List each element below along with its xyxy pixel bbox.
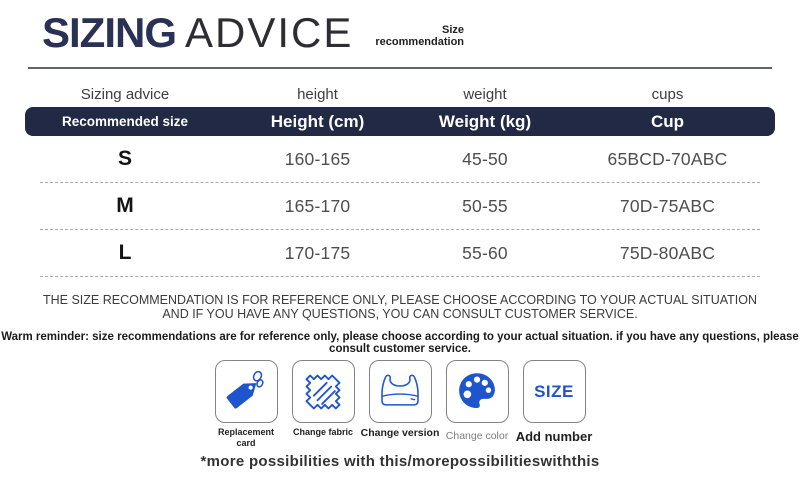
size-value: L xyxy=(118,241,132,264)
column-label-height: height xyxy=(297,86,338,103)
cup-value: 70D-75ABC xyxy=(619,195,716,216)
footer-possibilities-text: *more possibilities with this/morepossibilitieswiththis xyxy=(200,453,600,470)
subtitle-size-recommendation xyxy=(375,24,464,49)
feature-label: Change version xyxy=(360,427,440,439)
feature-change-version xyxy=(360,360,440,440)
disclaimer-line2: AND IF YOU HAVE ANY QUESTIONS, YOU CAN CONSULT CUSTOMER SERVICE. xyxy=(162,307,638,321)
page-title-sizing: SIZING xyxy=(42,9,177,56)
table-bottom-divider xyxy=(40,276,760,277)
feature-label: Replacement card xyxy=(217,427,275,448)
page-title-advice: ADVICE xyxy=(185,9,354,56)
subtitle-line1: Size xyxy=(442,23,465,36)
cup-value: 75D-80ABC xyxy=(619,242,716,263)
warm-reminder-text: Warm reminder: size recommendations are for reference only, please choose according to your actual situation. if you have any questions, please consult customer service. xyxy=(1,331,799,355)
feature-label: Change fabric xyxy=(292,427,353,437)
size-value: S xyxy=(117,147,132,170)
size-word: SIZE xyxy=(534,381,574,401)
column-label-cups: cups xyxy=(651,86,684,103)
column-label-weight: weight xyxy=(463,86,507,103)
subtitle-line2: recommendation xyxy=(375,36,465,49)
fabric-swatch-icon xyxy=(292,360,355,423)
height-value: 170-175 xyxy=(284,242,351,263)
price-tag-icon xyxy=(215,360,278,423)
header-cell-weight-kg: Weight (kg) xyxy=(438,111,532,131)
column-labels-row xyxy=(25,86,775,103)
feature-change-color xyxy=(445,360,509,443)
weight-value: 45-50 xyxy=(462,148,508,169)
table-header-bar xyxy=(25,107,775,136)
column-label-sizing-advice: Sizing advice xyxy=(80,86,170,103)
page-header xyxy=(42,9,465,56)
feature-add-number xyxy=(515,360,593,445)
size-text-icon xyxy=(523,360,586,423)
disclaimer-line1: THE SIZE RECOMMENDATION IS FOR REFERENCE ONLY, PLEASE CHOOSE ACCORDING TO YOUR ACTUAL SITUATION xyxy=(42,293,757,307)
feature-icons-row xyxy=(0,360,800,449)
feature-label: Add number xyxy=(515,429,593,444)
header-divider xyxy=(28,67,772,69)
cup-value: 65BCD-70ABC xyxy=(607,148,728,169)
weight-value: 55-60 xyxy=(462,242,508,263)
sports-bra-icon xyxy=(369,360,432,423)
table-row-s xyxy=(25,136,775,182)
palette-icon xyxy=(446,360,509,423)
header-cell-cup: Cup xyxy=(650,111,685,131)
feature-replacement-card xyxy=(214,360,278,449)
table-row-l xyxy=(25,230,775,276)
size-value: M xyxy=(116,194,134,217)
feature-label: Change color xyxy=(445,430,509,442)
feature-change-fabric xyxy=(291,360,355,438)
size-table-body xyxy=(25,136,775,277)
table-row-m xyxy=(25,183,775,229)
header-cell-height-cm: Height (cm) xyxy=(270,111,365,131)
weight-value: 50-55 xyxy=(462,195,508,216)
header-cell-recommended-size: Recommended size xyxy=(61,114,189,129)
height-value: 160-165 xyxy=(284,148,351,169)
height-value: 165-170 xyxy=(284,195,351,216)
